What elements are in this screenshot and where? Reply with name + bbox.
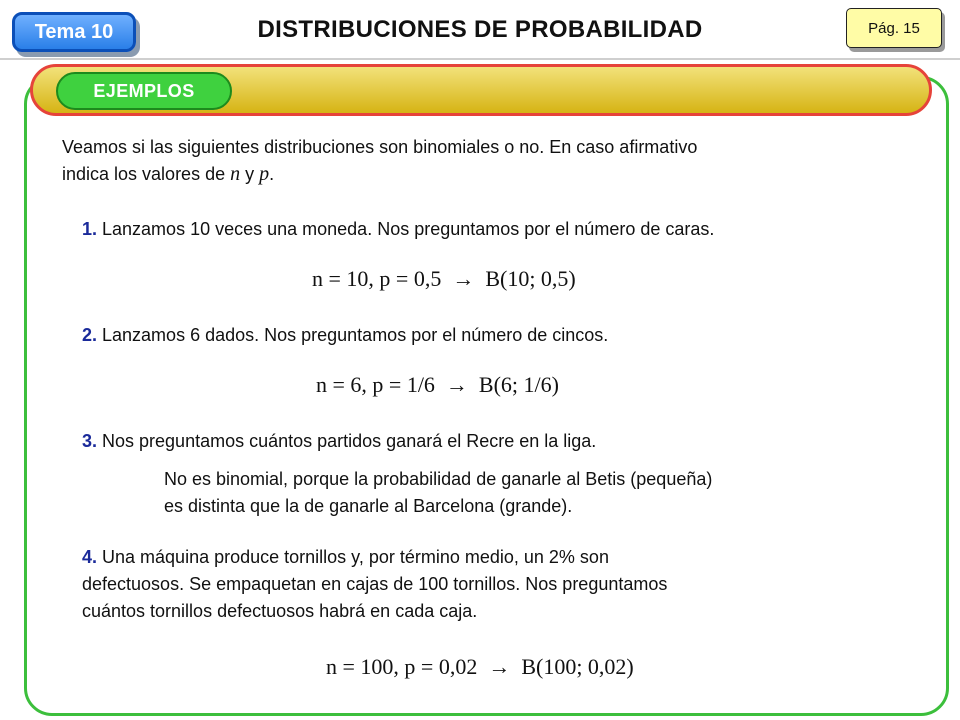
example-text: Lanzamos 6 dados. Nos preguntamos por el número de cincos. bbox=[97, 325, 609, 345]
page-number-badge: Pág. 15 bbox=[846, 8, 942, 48]
example-4-line-1 bbox=[82, 544, 942, 571]
example-4 bbox=[82, 544, 942, 625]
example-number: 4. bbox=[82, 547, 98, 567]
example-2-result: n = 6, p = 1/6 → B(6; 1/6) bbox=[316, 372, 559, 397]
example-text: Una máquina produce tornillos y, por término medio, un 2% son bbox=[97, 547, 609, 567]
note-line-1: No es binomial, porque la probabilidad de ganarle al Betis (pequeña) bbox=[164, 469, 713, 489]
example-number: 2. bbox=[82, 325, 98, 345]
example-4-line-3: cuántos tornillos defectuosos habrá en cada caja. bbox=[82, 601, 478, 621]
intro-line-1: Veamos si las siguientes distribuciones son binomiales o no. En caso afirmativo bbox=[62, 137, 698, 157]
page-title: DISTRIBUCIONES DE PROBABILIDAD bbox=[257, 16, 703, 43]
var-n: n bbox=[230, 163, 241, 185]
example-4-line-2: defectuosos. Se empaquetan en cajas de 100 tornillos. Nos preguntamos bbox=[82, 574, 668, 594]
example-3-note bbox=[164, 466, 924, 520]
intro-text: indica los valores de bbox=[62, 164, 231, 184]
note-line-2: es distinta que la de ganarle al Barcelona (grande). bbox=[164, 496, 573, 516]
example-1-result: n = 10, p = 0,5 → B(10; 0,5) bbox=[312, 266, 576, 291]
example-number: 1. bbox=[82, 219, 98, 239]
intro-paragraph bbox=[62, 134, 912, 188]
var-p: p bbox=[259, 163, 270, 185]
example-number: 3. bbox=[82, 431, 98, 451]
example-4-result: n = 100, p = 0,02 → B(100; 0,02) bbox=[326, 654, 634, 679]
example-3 bbox=[82, 428, 942, 455]
section-label: EJEMPLOS bbox=[56, 72, 232, 110]
example-text: Nos preguntamos cuántos partidos ganará el Recre en la liga. bbox=[97, 431, 597, 451]
intro-and: y bbox=[240, 164, 260, 184]
topic-badge: Tema 10 bbox=[12, 12, 136, 52]
example-text: Lanzamos 10 veces una moneda. Nos preguntamos por el número de caras. bbox=[97, 219, 715, 239]
intro-line-2 bbox=[62, 161, 912, 188]
example-1 bbox=[82, 216, 942, 243]
intro-end: . bbox=[269, 164, 275, 184]
example-2 bbox=[82, 322, 942, 349]
